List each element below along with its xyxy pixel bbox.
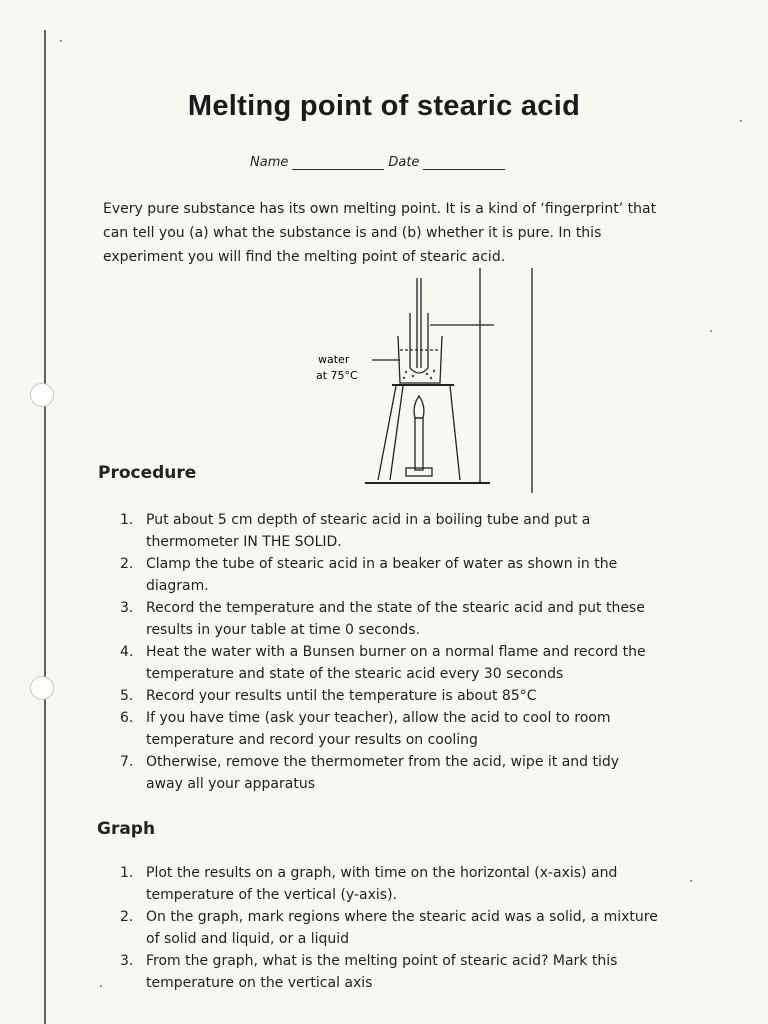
list-item bbox=[120, 862, 660, 906]
list-item-text: Clamp the tube of stearic acid in a beaker of water as shown in the diagram. bbox=[146, 556, 618, 594]
beaker bbox=[398, 336, 442, 383]
list-item bbox=[120, 641, 660, 685]
list-item-number: 5. bbox=[120, 688, 134, 704]
list-item-number: 1. bbox=[120, 865, 134, 881]
list-item bbox=[120, 950, 660, 994]
list-item-number: 1. bbox=[120, 512, 134, 528]
page-title: Melting point of stearic acid bbox=[187, 90, 581, 122]
list-item-text: If you have time (ask your teacher), allow the acid to cool to room temperature and record your results on cooling bbox=[146, 710, 611, 748]
procedure-list bbox=[120, 509, 660, 795]
punch-hole bbox=[30, 676, 54, 700]
name-blank bbox=[292, 155, 384, 170]
graph-list bbox=[120, 862, 660, 994]
flame bbox=[414, 396, 424, 418]
list-item-number: 7. bbox=[120, 754, 134, 770]
list-item bbox=[120, 553, 660, 597]
tripod-leg bbox=[378, 386, 396, 480]
graph-heading: Graph bbox=[97, 819, 156, 839]
list-item bbox=[120, 685, 660, 707]
list-item bbox=[120, 597, 660, 641]
list-item-number: 6. bbox=[120, 710, 134, 726]
margin-line bbox=[44, 30, 46, 1024]
list-item-text: Record your results until the temperature is about 85°C bbox=[146, 688, 537, 704]
list-item-number: 2. bbox=[120, 556, 134, 572]
list-item bbox=[120, 707, 660, 751]
scan-speck bbox=[100, 985, 102, 987]
list-item-number: 4. bbox=[120, 644, 134, 660]
list-item-number: 3. bbox=[120, 953, 134, 969]
list-item bbox=[120, 751, 660, 795]
intro-paragraph: Every pure substance has its own melting point. It is a kind of ‘fingerprint’ that can tell you (a) what the substance is and (b) whether it is pure. In this experiment you will find the melting point of stearic acid. bbox=[103, 201, 657, 265]
name-label: Name bbox=[250, 155, 289, 170]
punch-hole bbox=[30, 383, 54, 407]
list-item-text: On the graph, mark regions where the stearic acid was a solid, a mixture of solid and liquid, or a liquid bbox=[146, 909, 658, 947]
apparatus-diagram bbox=[300, 268, 560, 498]
burner-base bbox=[406, 468, 432, 476]
scan-speck bbox=[690, 880, 692, 882]
date-label: Date bbox=[388, 155, 420, 170]
scan-speck bbox=[710, 330, 712, 332]
list-item-number: 2. bbox=[120, 909, 134, 925]
tripod-leg bbox=[450, 386, 460, 480]
list-item-text: Record the temperature and the state of the stearic acid and put these results in your table at time 0 seconds. bbox=[146, 600, 645, 638]
burner-tube bbox=[415, 418, 423, 470]
list-item bbox=[120, 906, 660, 950]
list-item-text: Plot the results on a graph, with time on the horizontal (x-axis) and temperature of the vertical (y-axis). bbox=[146, 865, 618, 903]
scan-speck bbox=[60, 40, 62, 42]
procedure-heading: Procedure bbox=[98, 463, 197, 483]
date-blank bbox=[423, 155, 505, 170]
list-item bbox=[120, 509, 660, 553]
water-label-line1: water bbox=[318, 353, 350, 366]
name-date-line bbox=[250, 155, 505, 170]
water-label-line2: at 75°C bbox=[316, 369, 358, 382]
list-item-text: Otherwise, remove the thermometer from the acid, wipe it and tidy away all your apparatus bbox=[146, 754, 620, 792]
list-item-number: 3. bbox=[120, 600, 134, 616]
list-item-text: Put about 5 cm depth of stearic acid in a boiling tube and put a thermometer IN THE SOLID. bbox=[146, 512, 591, 550]
list-item-text: From the graph, what is the melting point of stearic acid? Mark this temperature on the vertical axis bbox=[146, 953, 618, 991]
boiling-tube bbox=[410, 313, 428, 373]
list-item-text: Heat the water with a Bunsen burner on a normal flame and record the temperature and state of the stearic acid every 30 seconds bbox=[146, 644, 646, 682]
